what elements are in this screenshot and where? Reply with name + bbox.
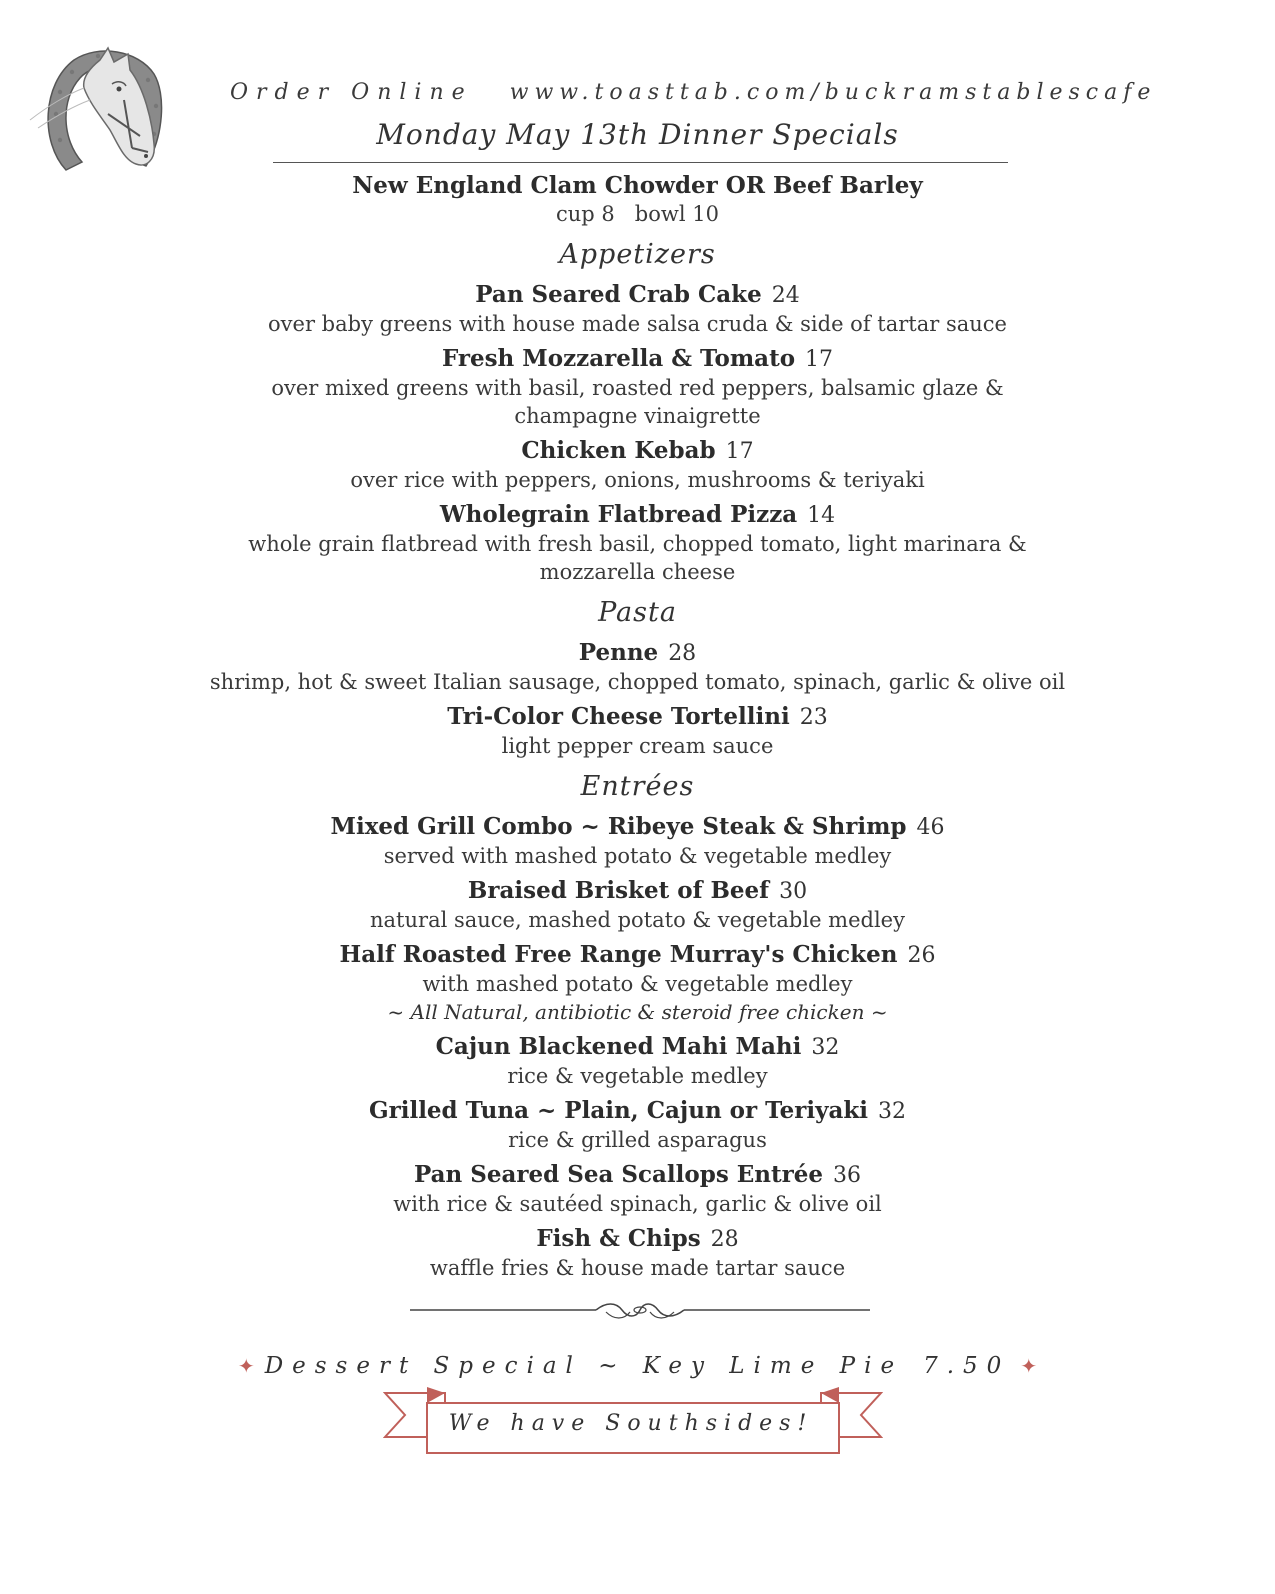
item-name: Half Roasted Free Range Murray's Chicken	[339, 941, 898, 968]
soup-item	[0, 171, 1275, 228]
banner-text: We have Southsides!	[448, 1411, 814, 1436]
section-title-pasta: Pasta	[598, 597, 677, 628]
item-price: 24	[771, 283, 800, 308]
item-description: with mashed potato & vegetable medley	[422, 972, 853, 996]
section-title-appetizers: Appetizers	[559, 239, 716, 270]
item-name: Chicken Kebab	[521, 437, 716, 464]
dessert-price: 7.50	[923, 1353, 1011, 1379]
item-name: Braised Brisket of Beef	[467, 877, 770, 904]
menu-item	[0, 940, 1275, 1026]
menu-item	[0, 1160, 1275, 1218]
item-name: Tri-Color Cheese Tortellini	[447, 703, 790, 730]
order-online-label: Order Online	[230, 80, 473, 105]
item-description: over rice with peppers, onions, mushrooms & teriyaki	[350, 468, 925, 492]
menu-item	[0, 1032, 1275, 1090]
item-price: 23	[799, 705, 828, 730]
dessert-label: Dessert Special ~ Key Lime Pie	[264, 1353, 904, 1379]
item-name: Wholegrain Flatbread Pizza	[439, 501, 798, 528]
menu-item	[0, 702, 1275, 760]
page-title: Monday May 13th Dinner Specials	[376, 118, 899, 151]
soup-name: New England Clam Chowder OR Beef Barley	[352, 172, 923, 199]
item-name: Pan Seared Sea Scallops Entrée	[413, 1161, 824, 1188]
item-price: 28	[668, 641, 697, 666]
item-name: Penne	[578, 639, 659, 666]
menu-item	[0, 876, 1275, 934]
horse-horseshoe-logo	[28, 44, 170, 180]
item-price: 30	[779, 879, 808, 904]
item-description: with rice & sautéed spinach, garlic & olive oil	[393, 1192, 882, 1216]
item-description: over mixed greens with basil, roasted red peppers, balsamic glaze & champagne vinaigrette	[271, 376, 1004, 428]
item-description: natural sauce, mashed potato & vegetable medley	[370, 908, 905, 932]
order-online-url[interactable]: www.toasttab.com/buckramstablescafe	[509, 80, 1157, 105]
item-price: 17	[725, 439, 754, 464]
item-description: over baby greens with house made salsa cruda & side of tartar sauce	[268, 312, 1007, 336]
menu-item	[0, 280, 1275, 338]
item-description: waffle fries & house made tartar sauce	[429, 1256, 846, 1280]
item-name: Mixed Grill Combo ~ Ribeye Steak & Shrimp	[330, 813, 907, 840]
item-price: 14	[807, 503, 836, 528]
scroll-flourish-divider	[410, 1300, 870, 1324]
item-description: rice & grilled asparagus	[508, 1128, 767, 1152]
order-online-line	[230, 80, 1157, 105]
item-price: 32	[878, 1099, 907, 1124]
star-ornament-icon: ✦	[1020, 1354, 1038, 1378]
dessert-special	[0, 1353, 1275, 1379]
menu-item	[0, 638, 1275, 696]
item-price: 17	[805, 347, 834, 372]
soup-prices: cup 8 bowl 10	[556, 202, 719, 226]
item-name: Fresh Mozzarella & Tomato	[441, 345, 796, 372]
item-description: light pepper cream sauce	[501, 734, 774, 758]
item-price: 46	[916, 815, 945, 840]
item-name: Grilled Tuna ~ Plain, Cajun or Teriyaki	[368, 1097, 869, 1124]
menu-item	[0, 812, 1275, 870]
menu-item	[0, 436, 1275, 494]
menu-item	[0, 344, 1275, 430]
item-price: 36	[833, 1163, 862, 1188]
item-price: 28	[710, 1227, 739, 1252]
item-note: ~ All Natural, antibiotic & steroid free chicken ~	[387, 1000, 888, 1024]
item-name: Fish & Chips	[536, 1225, 701, 1252]
item-description: rice & vegetable medley	[507, 1064, 768, 1088]
title-divider	[273, 162, 1008, 163]
menu-body	[0, 165, 1275, 1282]
section-title-entrees: Entrées	[580, 771, 695, 802]
item-description: shrimp, hot & sweet Italian sausage, chopped tomato, spinach, garlic & olive oil	[209, 670, 1066, 694]
item-description: served with mashed potato & vegetable medley	[383, 844, 892, 868]
star-ornament-icon: ✦	[237, 1354, 255, 1378]
item-description: whole grain flatbread with fresh basil, chopped tomato, light marinara & mozzarella cheese	[248, 532, 1027, 584]
menu-item	[0, 1224, 1275, 1282]
item-name: Pan Seared Crab Cake	[475, 281, 762, 308]
item-price: 32	[811, 1035, 840, 1060]
menu-item	[0, 500, 1275, 586]
item-name: Cajun Blackened Mahi Mahi	[435, 1033, 802, 1060]
menu-item	[0, 1096, 1275, 1154]
item-price: 26	[907, 943, 936, 968]
